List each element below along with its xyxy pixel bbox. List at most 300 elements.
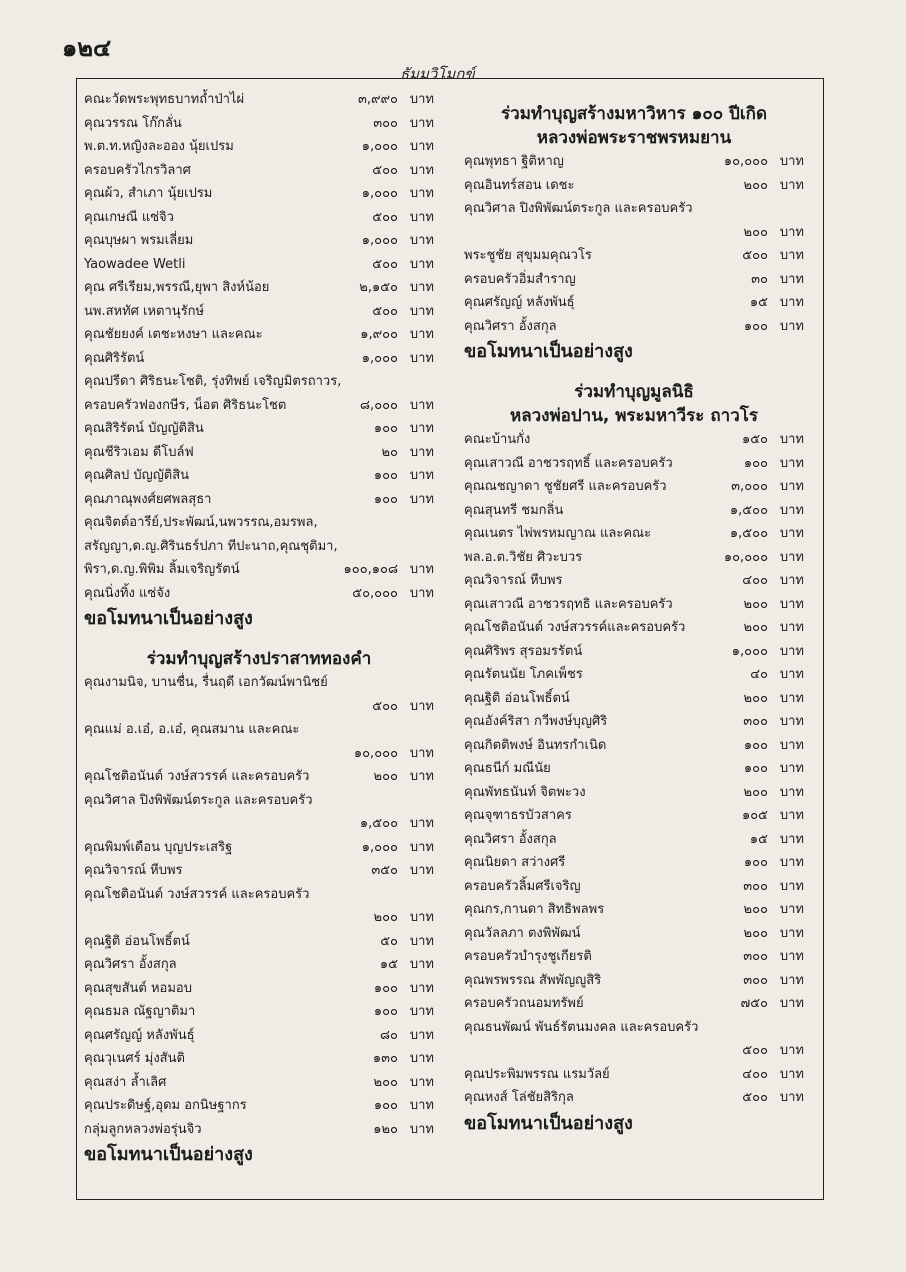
currency-unit: บาท [409,1027,434,1043]
donation-amount: ๕๐๐ [372,698,398,714]
donation-amount: ๑๐๐ [373,980,398,996]
currency-unit: บาท [409,209,434,225]
donor-name: คุณพุทธา ฐิติหาญ [464,154,564,169]
donation-amount: ๕๐๐ [742,1043,768,1058]
donor-row [84,323,434,347]
currency-unit: บาท [409,1121,434,1137]
donation-amount: ๑๐๐ [373,1098,398,1113]
currency-unit: บาท [779,878,804,894]
donor-row [84,1118,434,1142]
donor-name: คุณวิศรา อั้งสกุล [464,318,557,334]
donor-name: คุณฐิติ อ่อนโพธิ์ตน์ [464,690,570,706]
donor-name: คุณงามนิจ, บานชื่น, รื่นฤดี เอกวัฒน์พานิชย์ [84,675,328,690]
donor-name: คุณเสาวณี อาชวรฤทธิ์ และครอบครัว [464,455,673,471]
currency-unit: บาท [779,855,804,870]
donation-amount: ๑,๐๐๐ [361,350,398,366]
donor-name: คุณรัตนนัย โภคเพ็ชร [464,667,583,682]
donor-row [464,898,804,922]
donor-row [464,945,804,969]
donor-row [464,640,804,664]
donor-row [84,977,434,1001]
donor-row [84,906,434,930]
donor-name: นพ.สหทัศ เหตานุรักษ์ [84,303,205,319]
donor-row [84,1024,434,1048]
donation-amount: ๘,๐๐๐ [360,397,398,413]
donor-name: คุณพรพรรณ สัพพัญญูสิริ [464,972,602,988]
donor-row [464,522,804,546]
currency-unit: บาท [409,957,434,972]
donor-row [464,922,804,946]
currency-unit: บาท [409,280,434,295]
donor-name: คุณธนพัฒน์ พันธ์รัตนมงคล และครอบครัว [464,1019,699,1035]
donation-amount: ๑,๕๐๐ [359,816,398,831]
donor-row [84,671,434,695]
donation-amount: ๒,๑๕๐ [359,280,398,295]
donor-row [464,875,804,899]
donation-amount: ๑๕ [749,831,768,847]
donor-row [464,1086,804,1110]
currency-unit: บาท [779,295,804,310]
currency-unit: บาท [779,455,804,471]
donation-amount: ๕๐,๐๐๐ [352,585,398,601]
donor-row [84,1071,434,1095]
donor-name: คุณสง่า ล้ำเลิศ [84,1074,167,1090]
donation-amount: ๒๐๐ [743,596,768,612]
donor-row [84,695,434,719]
currency-unit: บาท [409,162,434,178]
currency-unit: บาท [409,1074,434,1090]
donor-row [84,558,434,582]
spacer [464,88,804,102]
donor-row [464,663,804,687]
thanks-line: ขอโมทนาเป็นอย่างสูง [464,341,633,362]
section-heading: ร่วมทำบุญมูลนิธิ [574,382,694,402]
donor-row [464,428,804,452]
donor-row [464,710,804,734]
donor-row [84,417,434,441]
donor-name: คุณประดิษฐ์,อุดม อกนิษฐากร [84,1098,247,1113]
donor-row [84,859,434,883]
donor-name: คุณชัยยงค์ เตชะหงษา และคณะ [84,327,263,342]
currency-unit: บาท [409,910,434,925]
donation-amount: ๑๐,๐๐๐ [723,154,768,169]
donor-name: ครอบครัวอิ่มสำราญ [464,271,576,287]
donation-amount: ๑,๐๐๐ [731,643,768,659]
donation-amount: ๑,๕๐๐ [729,526,768,541]
currency-unit: บาท [779,1066,804,1082]
donation-amount: ๕๐๐ [372,162,398,178]
section-heading: หลวงพ่อพระราชพรหมยาน [536,128,732,148]
currency-unit: บาท [409,303,434,319]
donor-row [464,150,804,174]
currency-unit: บาท [409,745,434,761]
currency-unit: บาท [409,1004,434,1019]
currency-unit: บาท [409,698,434,714]
donor-name: พิรา,ด.ญ.พิพิม ลิ้มเจริญรัตน์ [84,562,240,577]
donation-amount: ๔๐ [750,667,768,682]
donor-name: คุณโชติอนันต์ วงษ์สวรรค์ และครอบครัว [84,769,310,784]
currency-unit: บาท [409,562,434,577]
donation-amount: ๑,๐๐๐ [361,186,398,201]
donor-name: พระชูชัย สุขุมมคุณวโร [464,248,592,263]
currency-unit: บาท [409,139,434,154]
donor-name: คุณผ้ว, สำเภา นุ้ยเปรม [84,186,213,201]
currency-unit: บาท [779,667,804,682]
currency-unit: บาท [409,233,434,248]
donor-row [464,174,804,198]
donation-amount: ๓๕๐ [371,863,398,878]
currency-unit: บาท [779,526,804,541]
currency-unit: บาท [779,432,804,447]
donation-amount: ๒๐๐ [743,177,768,193]
donor-name: คุณวิจารณ์ หีบพร [84,863,183,878]
donor-row [84,953,434,977]
donor-row [84,276,434,300]
donation-amount: ๑,๐๐๐ [361,233,398,248]
donation-amount: ๑๐๐ [373,468,398,483]
donor-row [84,394,434,418]
donor-name: คุณพิมพ์เดือน บุญประเสริฐ [84,839,233,855]
running-header-title: ธัมมวิโมกข์ [400,65,475,83]
currency-unit: บาท [779,690,804,706]
donor-row [84,370,434,394]
donor-row [464,593,804,617]
donor-name: คุณโชติอนันต์ วงษ์สวรรค์และครอบครัว [464,620,686,635]
left-column [84,88,434,1169]
donor-row [84,836,434,860]
donation-amount: ๑๐๐ [373,421,398,436]
donor-name: คุณปรีดา ศิริธนะโชติ, รุ่งทิพย์ เจริญมิตรถาวร, [84,374,342,389]
donation-amount: ๑,๐๐๐ [361,139,398,154]
donor-name: คุณวุเนศร์ มุ่งสันติ [84,1051,185,1066]
currency-unit: บาท [779,761,804,776]
donor-name: คุณกิตติพงษ์ อินทรกำเนิด [464,737,607,753]
currency-unit: บาท [779,784,804,800]
thanks-line: ขอโมทนาเป็นอย่างสูง [84,608,253,629]
donation-amount: ๑๐๐ [743,761,768,776]
currency-unit: บาท [779,737,804,753]
donor-name: คุณวิศรา อั้งสกุล [84,957,177,972]
donation-amount: ๒๐๐ [373,1074,398,1090]
donation-amount: ๑๐๐ [743,855,768,870]
donor-row [84,159,434,183]
donor-name: คุณบุษผา พรมเลี่ยม [84,233,194,248]
spacer [84,633,434,647]
donation-amount: ๑๐๕ [741,808,768,823]
donor-row [464,475,804,499]
donor-name: คุณสิริรัตน์ บัญญัติสิน [84,421,204,436]
donor-row [464,244,804,268]
currency-unit: บาท [779,1090,804,1105]
donor-row [84,1094,434,1118]
currency-unit: บาท [779,502,804,518]
donor-row [464,569,804,593]
donor-row [464,734,804,758]
donor-row [84,742,434,766]
donor-name: คุณเนตร ไพ่พรหมญาณ และคณะ [464,526,652,541]
donation-amount: ๓,๐๐๐ [731,479,768,494]
currency-unit: บาท [409,585,434,601]
donor-name: พ.ต.ท.หญิงละออง นุ้ยเปรม [84,139,234,154]
donation-amount: ๑๐,๐๐๐ [353,745,398,761]
donor-row [464,546,804,570]
donor-name: คุณสุนทรี ชมกลิ่น [464,502,564,518]
donor-row [84,347,434,371]
donation-amount: ๓๐๐ [743,714,768,729]
donor-name: คุณแม่ อ.เอ๋, อ.เอ๋, คุณสมาน และคณะ [84,722,300,737]
donation-amount: ๑๒๐ [373,1121,398,1137]
section-heading: ร่วมทำบุญสร้างมหาวิหาร ๑๐๐ ปีเกิด [501,104,767,124]
donor-name: คณะวัดพระพุทธบาทถ้ำป่าไผ่ [84,92,245,107]
donor-row [84,206,434,230]
donation-amount: ๑๓๐ [372,1051,398,1066]
donor-row [464,828,804,852]
donor-name: คุณพัทธนันท์ จิตพะวง [464,784,586,800]
donor-row [84,535,434,559]
currency-unit: บาท [779,925,804,941]
donor-row [84,229,434,253]
donor-name: คุณวิศาล ปิงพิพัฒน์ตระกูล และครอบครัว [464,201,693,216]
currency-unit: บาท [409,816,434,831]
currency-unit: บาท [779,714,804,729]
currency-unit: บาท [409,769,434,784]
donation-amount: ๓๐ [751,271,768,287]
donor-row [464,1063,804,1087]
donation-amount: ๕๐๐ [372,303,398,319]
donor-row [84,135,434,159]
donor-name: คุณศรัญญ์ หลังพันธุ์ [464,295,575,310]
donation-amount: ๒๐๐ [373,910,398,925]
currency-unit: บาท [779,972,804,988]
currency-unit: บาท [409,491,434,507]
donor-name: คุณศิลป บัญญัติสิน [84,468,190,483]
currency-unit: บาท [779,573,804,588]
donation-amount: ๑๐๐ [743,455,768,471]
donation-amount: ๒๐ [381,444,398,460]
donation-amount: ๕๐๐ [742,1090,768,1105]
currency-unit: บาท [409,444,434,460]
currency-unit: บาท [409,256,434,272]
donor-name: คุณประพิมพรรณ แรมวัลย์ [464,1066,610,1082]
donor-name: คุณนิ่งทิ้ง แซ่จัง [84,585,171,601]
donation-amount: ๒๐๐ [743,925,768,941]
donor-name: คุณธมล ณัฐญาติมา [84,1004,196,1019]
donation-amount: ๑,๕๐๐ [729,502,768,518]
donor-name: ครอบครัวบำรุงชูเกียรติ [464,949,592,964]
donation-amount: ๒๐๐ [743,224,768,240]
donation-amount: ๑๐๐,๑๐๘ [343,562,398,577]
currency-unit: บาท [409,1098,434,1113]
donation-amount: ๑๐๐ [743,318,768,334]
currency-unit: บาท [779,808,804,823]
currency-unit: บาท [409,92,434,107]
donation-amount: ๕๐๐ [372,209,398,225]
donor-row [84,1000,434,1024]
donor-row [84,88,434,112]
donor-row [84,1047,434,1071]
currency-unit: บาท [779,831,804,847]
currency-unit: บาท [409,186,434,201]
spacer [464,366,804,380]
donor-row [464,197,804,221]
donation-amount: ๗๕๐ [740,996,768,1011]
donor-row [464,992,804,1016]
donation-amount: ๓๐๐ [743,949,768,964]
donor-name: คุณนิยดา สว่างศรี [464,855,566,870]
currency-unit: บาท [779,271,804,287]
donor-name: คุณวรรณ โก๊กลั่น [84,115,182,131]
currency-unit: บาท [779,643,804,659]
currency-unit: บาท [779,154,804,169]
donor-name: คุณศิริพร สุรอมรรัตน์ [464,643,583,659]
donor-row [84,789,434,813]
donor-row [84,300,434,324]
donation-amount: ๓๐๐ [743,972,768,988]
currency-unit: บาท [779,620,804,635]
donor-name: คุณสุขสันต์ หอมอบ [84,980,192,996]
donor-name: Yaowadee Wetli [84,256,186,272]
right-column [464,88,804,1138]
donation-amount: ๑๐๐ [373,491,398,507]
donor-row [464,781,804,805]
currency-unit: บาท [409,863,434,878]
donor-name: คุณศิริรัตน์ [84,350,145,366]
currency-unit: บาท [409,350,434,366]
currency-unit: บาท [779,996,804,1011]
donor-name: ครอบครัวลิ้มศรีเจริญ [464,878,581,894]
donor-row [464,1016,804,1040]
donor-name: คณะบ้านกั่ง [464,432,531,447]
currency-unit: บาท [779,902,804,917]
donation-amount: ๒๐๐ [743,620,768,635]
donor-name: คุณณชญาดา ชูชัยศรี และครอบครัว [464,479,667,494]
currency-unit: บาท [779,224,804,240]
donor-row [464,452,804,476]
donor-row [84,112,434,136]
donor-name: คุณภาณุพงศ์ยศพลสุธา [84,491,212,507]
donor-name: คุณจุฑาธรบัวสาคร [464,808,572,823]
thanks-line: ขอโมทนาเป็นอย่างสูง [464,1112,633,1134]
currency-unit: บาท [779,1043,804,1058]
donation-amount: ๑๕๐ [741,432,768,447]
donor-name: คุณกร,กานดา สิทธิพลพร [464,902,605,917]
donor-row [464,804,804,828]
donation-amount: ๑๐๐ [373,1004,398,1019]
currency-unit: บาท [409,327,434,342]
donation-amount: ๕๐ [380,933,398,949]
currency-unit: บาท [779,177,804,193]
donor-row [84,182,434,206]
donation-amount: ๑๐,๐๐๐ [723,549,768,565]
currency-unit: บาท [409,468,434,483]
currency-unit: บาท [779,248,804,263]
donor-name: พล.อ.ต.วิชัย ศิวะบวร [464,549,583,565]
currency-unit: บาท [779,479,804,494]
currency-unit: บาท [409,980,434,996]
donation-amount: ๓๐๐ [373,115,398,131]
currency-unit: บาท [779,949,804,964]
donation-amount: ๒๐๐ [743,690,768,706]
donor-row [464,499,804,523]
donor-row [464,268,804,292]
donation-amount: ๑๕ [749,295,768,310]
donor-name: คุณธนีก์ มณีนัย [464,761,551,776]
donation-amount: ๔๐๐ [742,573,768,588]
donor-name: คุณวิศรา อั้งสกุล [464,831,557,847]
donor-name: คุณอินทร์สอน เดชะ [464,177,575,193]
section-heading: ร่วมทำบุญสร้างปราสาททองคำ [146,649,372,669]
donor-row [84,464,434,488]
currency-unit: บาท [779,318,804,334]
donor-row [464,687,804,711]
donor-row [84,883,434,907]
currency-unit: บาท [779,549,804,565]
donor-name: ครอบครัวถนอมทรัพย์ [464,996,584,1011]
donor-name: ครอบครัวไกรวิลาศ [84,162,191,178]
donor-row [84,582,434,606]
page-number: ๑๒๔ [62,34,112,62]
donor-name: คุณชีริวเอม ดีโบล์ฟ [84,444,194,460]
donation-amount: ๔๐๐ [742,1066,768,1082]
donor-row [464,315,804,339]
donor-row [84,765,434,789]
donor-row [84,718,434,742]
donor-row [84,511,434,535]
donor-name: คุณเสาวณี อาชวรฤทธิ และครอบครัว [464,596,673,612]
donor-name: ครอบครัวฟองกษีร, น็อต ศิริธนะโชต [84,397,287,413]
currency-unit: บาท [409,1051,434,1066]
donor-row [84,488,434,512]
donor-row [464,851,804,875]
currency-unit: บาท [409,421,434,436]
donor-name: คุณโชติอนันต์ วงษ์สวรรค์ และครอบครัว [84,886,310,902]
donation-amount: ๓๐๐ [743,878,768,894]
currency-unit: บาท [409,115,434,131]
thanks-line: ขอโมทนาเป็นอย่างสูง [84,1144,253,1165]
donor-name: คุณเกษณี แซ่จิว [84,209,174,225]
donor-name: คุณวิศาล ปิงพิพัฒน์ตระกูล และครอบครัว [84,792,313,808]
donor-row [84,930,434,954]
donor-row [464,221,804,245]
donor-name: คุณอังค์ริสา กวีพงษ์บุญศิริ [464,714,608,729]
currency-unit: บาท [779,596,804,612]
donation-amount: ๑,๙๐๐ [360,327,398,342]
donor-name: คุณจิตต์อารีย์,ประพัฒน์,นพวรรณ,อมรพล, [84,515,318,530]
donation-amount: ๓,๙๙๐ [358,92,398,107]
donor-row [464,291,804,315]
donor-row [464,1039,804,1063]
donor-name: คุณวัลลภา ตงพิพัฒน์ [464,925,581,941]
donation-amount: ๑,๐๐๐ [361,839,398,855]
currency-unit: บาท [409,397,434,413]
donor-name: คุณหงส์ โล่ชัยสิริกุล [464,1090,574,1105]
donation-amount: ๒๐๐ [743,902,768,917]
donor-name: คุณวิจารณ์ หีบพร [464,573,563,588]
currency-unit: บาท [409,933,434,949]
donor-row [464,616,804,640]
donor-row [84,441,434,465]
donor-row [84,253,434,277]
donor-name: สรัญญา,ด.ญ.ศิรินธร์ปภา ทีปะนาถ,คุณชุติมา, [84,538,338,554]
donation-amount: ๑๕ [379,957,398,972]
section-heading: หลวงพ่อปาน, พระมหาวีระ ถาวโร [509,406,759,426]
donor-row [464,969,804,993]
donor-name: กลุ่มลูกหลวงพ่อรุ่นจิว [84,1121,202,1137]
currency-unit: บาท [409,839,434,855]
donation-amount: ๒๐๐ [373,769,398,784]
donor-name: คุณฐิติ อ่อนโพธิ์ตน์ [84,933,190,949]
donation-amount: ๕๐๐ [742,248,768,263]
